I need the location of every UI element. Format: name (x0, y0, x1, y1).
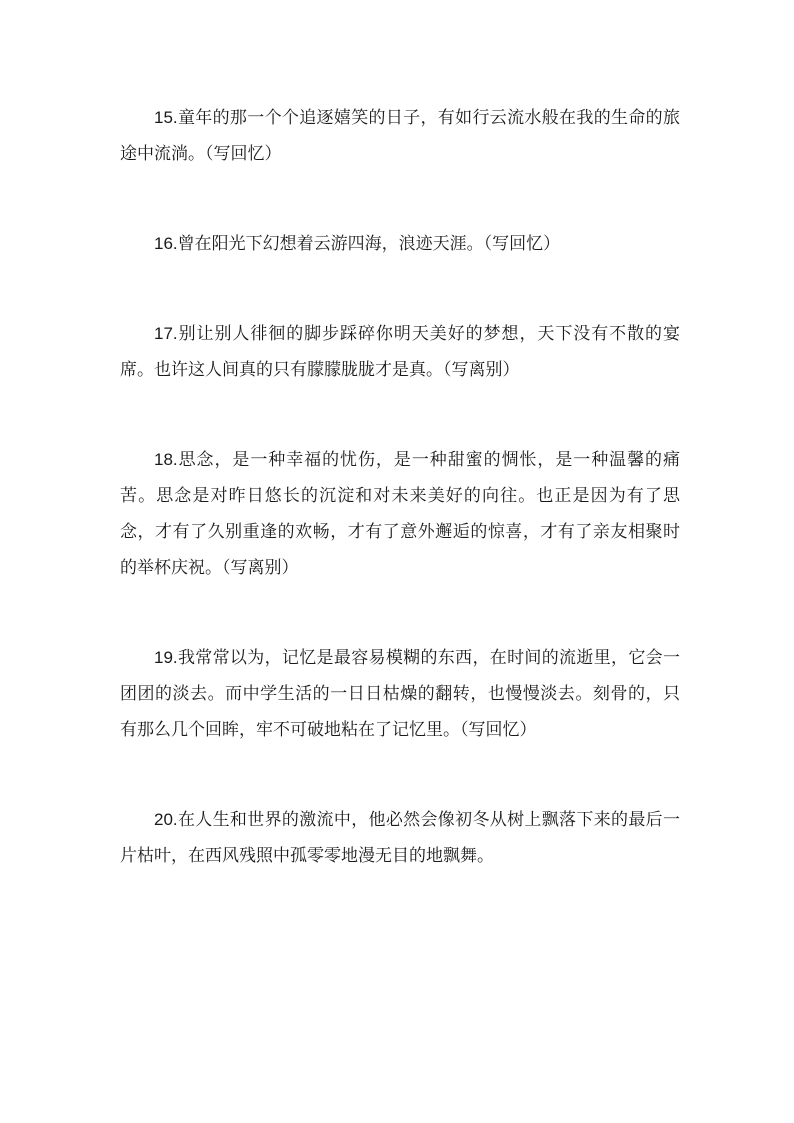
paragraph-number: 19. (154, 648, 178, 667)
paragraph-tag: （写回忆） (483, 234, 561, 254)
paragraph-text: 在人生和世界的激流中，他必然会像初冬从树上飘落下来的最后一片枯叶，在西风残照中孤零零地漫无目的地飘舞。 (120, 810, 680, 866)
paragraph-tag: （写离别） (443, 360, 520, 380)
paragraph-number: 18. (154, 450, 178, 469)
paragraph-number: 20. (154, 810, 178, 829)
paragraph-20 (120, 802, 680, 874)
paragraph-number: 17. (154, 324, 178, 343)
paragraph-text: 童年的那一个个追逐嬉笑的日子，有如行云流水般在我的生命的旅途中流淌。 (120, 108, 680, 164)
paragraph-15 (120, 100, 680, 172)
paragraph-text: 我常常以为，记忆是最容易模糊的东西，在时间的流逝里，它会一团团的淡去。而中学生活的一日日枯燥的翻转，也慢慢淡去。刻骨的，只有那么几个回眸，牢不可破地粘在了记忆里。 (120, 648, 680, 740)
paragraph-tag: （写回忆） (205, 144, 282, 164)
paragraph-text: 曾在阳光下幻想着云游四海，浪迹天涯。 (177, 234, 484, 254)
paragraph-text: 别让别人徘徊的脚步踩碎你明天美好的梦想，天下没有不散的宴席。也许这人间真的只有朦朦胧胧才是真。 (120, 324, 680, 380)
paragraph-number: 15. (154, 108, 178, 127)
paragraph-16 (120, 226, 680, 262)
paragraph-17 (120, 316, 680, 388)
paragraph-tag: （写回忆） (460, 720, 537, 740)
paragraph-text: 思念，是一种幸福的忧伤，是一种甜蜜的惆怅，是一种温馨的痛苦。思念是对昨日悠长的沉淀和对未来美好的向往。也正是因为有了思念，才有了久别重逢的欢畅，才有了意外邂逅的惊喜，才有了亲友相聚时的举杯庆祝。 (120, 450, 680, 578)
paragraph-19 (120, 640, 680, 748)
document-page (120, 100, 680, 928)
paragraph-number: 16. (154, 234, 178, 253)
paragraph-18 (120, 442, 680, 586)
paragraph-tag: （写离别） (222, 558, 299, 578)
